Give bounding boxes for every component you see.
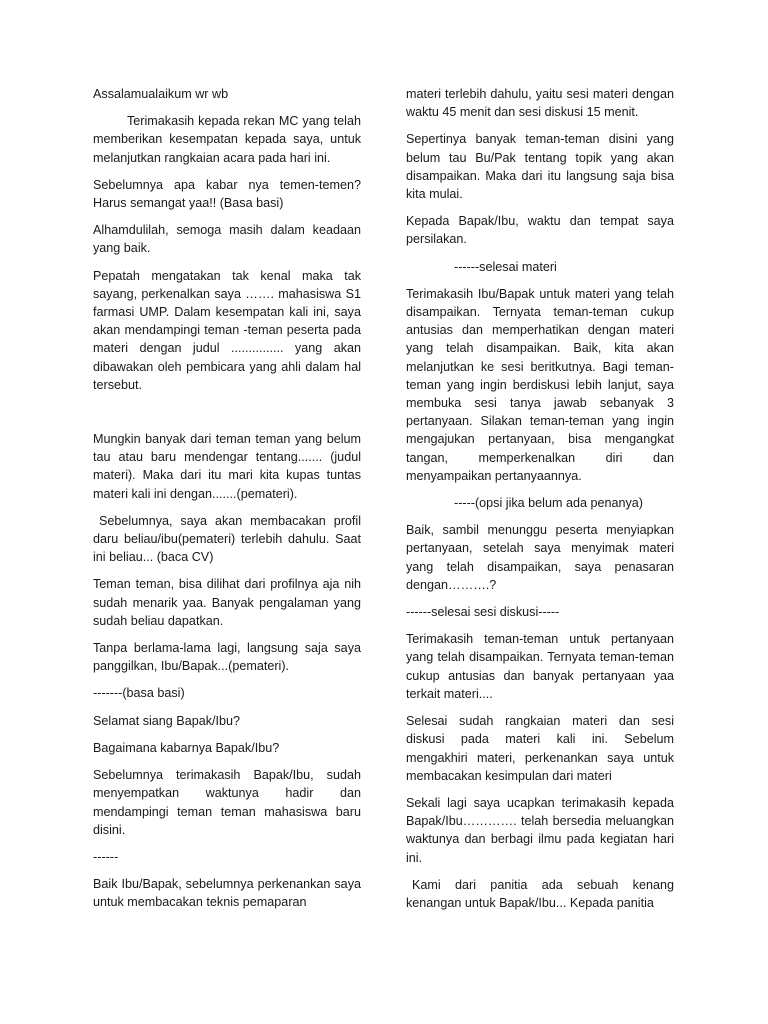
right-column [406, 85, 674, 921]
section-marker-end-material: ------selesai materi [454, 259, 557, 274]
blank-gap [93, 403, 361, 430]
paragraph-moderator-question: Baik, sambil menunggu peserta menyiapkan pertanyaan, setelah saya menyimak materi yang telah disampaikan, saya penasaran dengan……….? [406, 523, 674, 592]
paragraph-read-profile: Sebelumnya, saya akan membacakan profil daru beliau/ibu(pemateri) terlebih dahulu. Saat ini beliau... (baca CV) [93, 513, 361, 565]
section-marker-basa-basi: -------(basa basi) [93, 686, 185, 701]
paragraph-souvenir: Kami dari panitia ada sebuah kenang kenangan untuk Bapak/Ibu... Kepada panitia [406, 877, 674, 910]
paragraph-call-speaker: Tanpa berlama-lama lagi, langsung saja saya panggilkan, Ibu/Bapak...(pemateri). [93, 641, 361, 674]
paragraph-profile-comment: Teman teman, bisa dilihat dari profilnya aja nih sudah menarik yaa. Banyak pengalaman yang sudah beliau dapatkan. [93, 577, 361, 628]
paragraph-thanks-material: Terimakasih Ibu/Bapak untuk materi yang telah disampaikan. Ternyata teman-teman cukup antusias dan memperhatikan dengan materi yang telah disampaikan. Baik, kita akan melanjutkan ke sesi beritkutnya. Bagi teman-teman yang ingin berdiskusi lebih lanjut, saya membuka sesi tanya jawab sebanyak 3 pertanyaan. Silakan teman-teman yang ingin mengajukan pertanyaan, bisa mengangkat tangan, memperkenalkan diri dan menyampaikan pertanyaannya. [406, 286, 674, 483]
paragraph-how-are-you-speaker: Bagaimana kabarnya Bapak/Ibu? [93, 740, 280, 755]
greeting: Assalamualaikum wr wb [93, 87, 229, 101]
section-marker-no-questions: -----(opsi jika belum ada penanya) [454, 496, 643, 511]
paragraph-topic-start: Sepertinya banyak teman-teman disini yang belum tau Bu/Pak tentang topik yang akan disampaikan. Maka dari itu langsung saja bisa kita mulai. [406, 132, 674, 202]
paragraph-final-thanks: Sekali lagi saya ucapkan terimakasih kepada Bapak/Ibu…………. telah bersedia meluangkan waktunya dan berbagi ilmu pada kegiatan hari ini. [406, 795, 674, 865]
section-divider: ------ [93, 849, 119, 864]
paragraph-conclusion: Selesai sudah rangkaian materi dan sesi diskusi pada materi kali ini. Sebelum mengakhiri materi, perkenankan saya untuk membacakan kesimpulan dari materi [406, 714, 674, 783]
section-marker-end-discussion: ------selesai sesi diskusi----- [406, 605, 560, 620]
paragraph-good-afternoon: Selamat siang Bapak/Ibu? [93, 713, 241, 728]
paragraph-how-are-you: Sebelumnya apa kabar nya temen-temen? Harus semangat yaa!! (Basa basi) [93, 177, 361, 211]
paragraph-thanks-questions: Terimakasih teman-teman untuk pertanyaan yang telah disampaikan. Ternyata teman-teman cukup antusias dan banyak pertanyaan yaa terkait materi.... [406, 632, 674, 701]
paragraph-material-intro: Mungkin banyak dari teman teman yang belum tau atau baru mendengar tentang....... (judul materi). Maka dari itu mari kita kupas tuntas materi kali ini dengan.......(pemateri). [93, 432, 361, 501]
paragraph-introduction: Pepatah mengatakan tak kenal maka tak sayang, perkenalkan saya ……. mahasiswa S1 farmasi UMP. Dalam kesempatan kali ini, saya akan mendampingi teman -teman peserta pada materi dengan judul ............... yang akan dibawakan oleh pembicara yang ahli dalam hal tersebut. [93, 268, 361, 392]
paragraph-invite-speaker: Kepada Bapak/Ibu, waktu dan tempat saya persilakan. [406, 214, 674, 247]
paragraph-thanks-speaker: Sebelumnya terimakasih Bapak/Ibu, sudah menyempatkan waktunya hadir dan mendampingi teman teman mahasiswa baru disini. [93, 768, 361, 837]
paragraph-session-timing: materi terlebih dahulu, yaitu sesi materi dengan waktu 45 menit dan sesi diskusi 15 menit. [406, 87, 674, 120]
paragraph-thanks-mc: Terimakasih kepada rekan MC yang telah memberikan kesempatan kepada saya, untuk melanjutkan rangkaian acara pada hari ini. [93, 114, 361, 165]
paragraph-technical-rules: Baik Ibu/Bapak, sebelumnya perkenankan saya untuk membacakan teknis pemaparan [93, 877, 361, 910]
paragraph-alhamdulilah: Alhamdulilah, semoga masih dalam keadaan yang baik. [93, 223, 361, 256]
left-column [93, 85, 361, 921]
